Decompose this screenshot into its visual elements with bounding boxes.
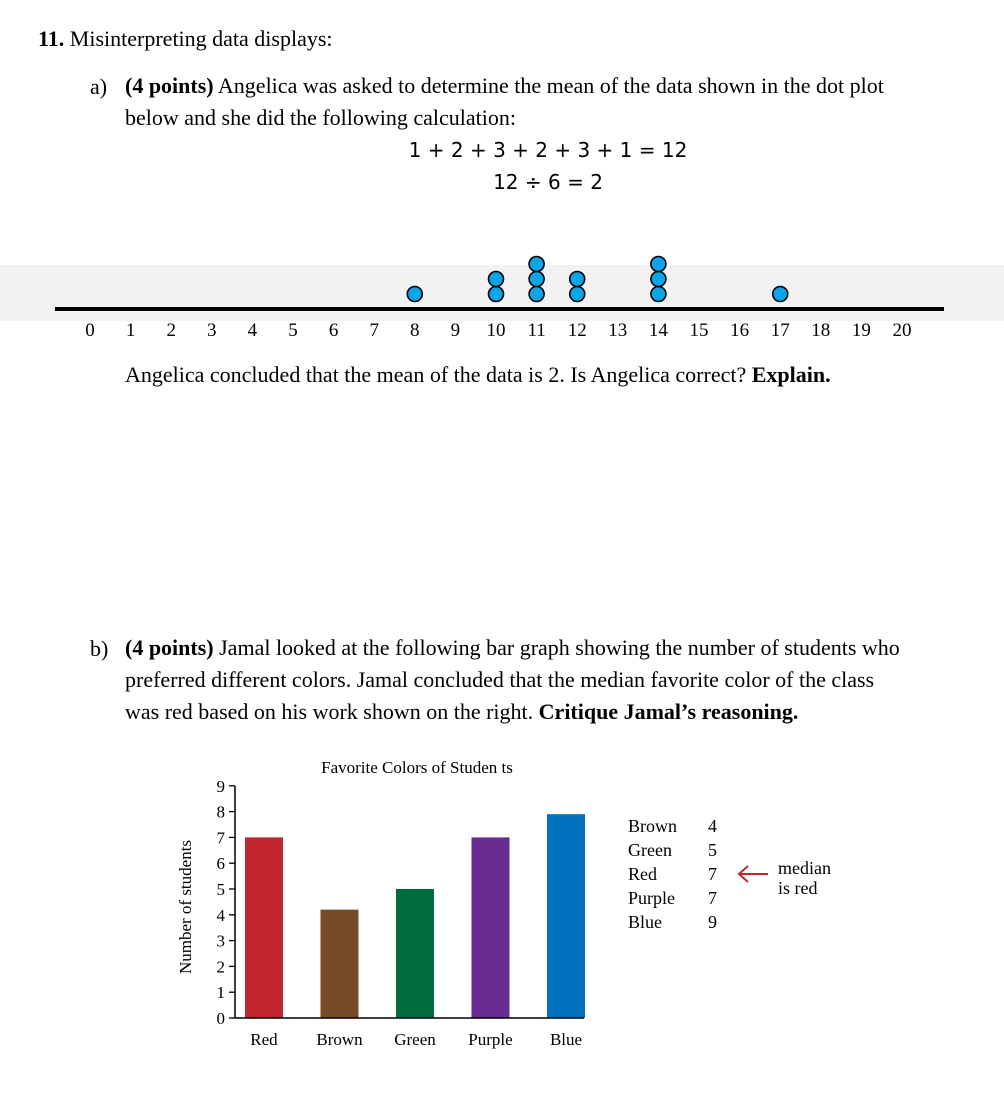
jamal-row-value: 9 [708, 912, 717, 932]
bar-red [245, 837, 283, 1018]
bar-chart-title: Favorite Colors of Studen ts [321, 758, 513, 777]
dot-plot-tick-label: 4 [247, 320, 258, 341]
bar-chart-ytick-label: 4 [216, 905, 225, 925]
bar-brown [321, 910, 359, 1018]
jamal-row-color: Brown [628, 816, 677, 836]
part-a-conclusion: Angelica concluded that the mean of the data is 2. Is Angelica correct? [125, 362, 747, 387]
dot-plot-dot [570, 272, 585, 287]
dot-plot-tick-label: 1 [125, 320, 136, 341]
bar-chart-ytick-label: 0 [216, 1009, 225, 1028]
dot-plot-dot [651, 287, 666, 302]
jamal-row [628, 840, 717, 861]
dot-plot-tick-label: 14 [648, 320, 668, 341]
bar-blue [547, 814, 585, 1018]
part-b-critique: Critique Jamal’s reasoning. [538, 699, 799, 724]
dot-plot-tick-label: 7 [369, 320, 379, 341]
jamal-row [628, 912, 717, 933]
part-b-text2: preferred different colors. Jamal concluded that the median favorite color of the class [125, 667, 875, 692]
bar-chart-ytick-label: 8 [216, 802, 225, 822]
bar-chart-ytick-label: 3 [216, 931, 225, 951]
calc-line-1: 1 + 2 + 3 + 2 + 3 + 1 = 12 [408, 138, 688, 162]
question-number: 11. [38, 26, 65, 51]
bar-chart-category-label: Green [394, 1030, 436, 1049]
part-b-line1 [125, 632, 900, 664]
bar-green [396, 889, 434, 1018]
dot-plot-dot [773, 287, 788, 302]
dot-plot-tick-label: 0 [85, 320, 95, 341]
question-heading [38, 26, 333, 52]
bar-chart-category-label: Brown [316, 1030, 363, 1049]
part-a-text1: Angelica was asked to determine the mean of the data shown in the dot plot [217, 73, 884, 98]
bar-purple [472, 837, 510, 1018]
part-b-text3: was red based on his work shown on the right. [125, 699, 534, 724]
dot-plot-dot [529, 257, 544, 272]
dot-plot-tick-label: 5 [288, 320, 298, 341]
jamal-row-value: 4 [708, 816, 717, 836]
dot-plot-tick-label: 8 [410, 320, 420, 341]
jamal-row-color: Purple [628, 888, 675, 908]
dot-plot-tick-label: 6 [328, 320, 339, 341]
jamal-row-value: 7 [708, 888, 717, 908]
dot-plot-dot [570, 287, 585, 302]
bar-chart-ytick-label: 6 [216, 854, 225, 874]
part-a-points: (4 points) [125, 73, 214, 98]
dot-plot-dot [489, 287, 504, 302]
bar-chart-ytick-label: 1 [216, 983, 225, 1003]
dot-plot-tick-label: 16 [730, 320, 750, 341]
dot-plot-dot [529, 272, 544, 287]
bar-chart-ylabel: Number of students [176, 839, 195, 975]
dot-plot-dot [529, 287, 544, 302]
dot-plot-dot [489, 272, 504, 287]
bar-chart-category-label: Blue [549, 1030, 583, 1049]
part-a-line1 [125, 70, 884, 102]
jamal-row [628, 888, 717, 909]
part-a-text2: below and she did the following calculation: [125, 105, 517, 130]
calc-line-2: 12 ÷ 6 = 2 [493, 170, 603, 194]
part-a-conclusion-line [125, 362, 831, 388]
dot-plot [0, 230, 1004, 350]
median-note [778, 858, 831, 898]
jamal-row [628, 816, 717, 837]
bar-chart [160, 750, 610, 1060]
dot-plot-tick-label: 13 [608, 320, 628, 341]
dot-plot-dot [407, 287, 422, 302]
part-b-text1: Jamal looked at the following bar graph showing the number of students who [219, 635, 900, 660]
jamal-row [628, 864, 717, 885]
part-b-points: (4 points) [125, 635, 214, 660]
median-note-line2: is red [778, 878, 818, 898]
jamal-row-color: Green [628, 840, 672, 860]
jamal-row-color: Red [628, 864, 657, 884]
bar-chart-ytick-label: 2 [216, 957, 225, 977]
bar-chart-ytick-label: 9 [216, 776, 225, 796]
dot-plot-tick-label: 15 [689, 320, 709, 341]
part-a-explain: Explain. [751, 362, 831, 387]
bar-chart-category-label: Purple [468, 1030, 513, 1049]
dot-plot-tick-label: 3 [207, 320, 217, 341]
dot-plot-tick-label: 2 [166, 320, 176, 341]
jamal-row-color: Blue [628, 912, 662, 932]
bar-chart-category-label: Red [250, 1030, 278, 1049]
question-title: Misinterpreting data displays: [69, 26, 333, 51]
dot-plot-dot [651, 272, 666, 287]
bar-chart-ytick-label: 7 [216, 828, 225, 848]
median-note-line1: median [778, 858, 831, 878]
dot-plot-tick-label: 17 [770, 320, 790, 341]
dot-plot-tick-label: 18 [811, 320, 831, 341]
jamal-row-value: 7 [708, 864, 717, 884]
dot-plot-tick-label: 11 [527, 320, 546, 341]
dot-plot-tick-label: 12 [567, 320, 587, 341]
dot-plot-tick-label: 10 [486, 320, 506, 341]
part-a-label: a) [90, 74, 108, 99]
dot-plot-tick-label: 9 [450, 320, 461, 341]
median-arrow-icon [734, 862, 774, 886]
part-b-label: b) [90, 636, 109, 661]
part-b-line3 [125, 696, 798, 728]
dot-plot-tick-label: 19 [851, 320, 871, 341]
jamal-row-value: 5 [708, 840, 717, 860]
dot-plot-tick-label: 20 [892, 320, 912, 341]
dot-plot-dot [651, 257, 666, 272]
bar-chart-ytick-label: 5 [216, 880, 225, 899]
